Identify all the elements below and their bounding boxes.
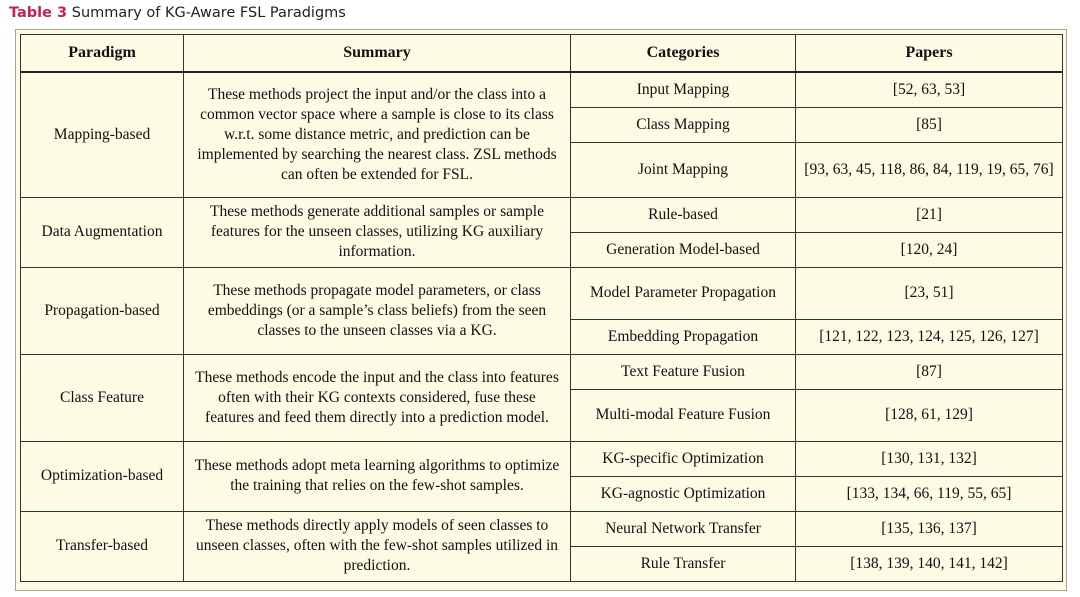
summary-cell: These methods directly apply models of seen classes to unseen classes, often with the few-shot samples utilized in prediction. bbox=[184, 511, 571, 581]
papers-cell: [138, 139, 140, 141, 142] bbox=[796, 546, 1063, 581]
category-cell: Rule Transfer bbox=[571, 546, 796, 581]
papers-cell: [87] bbox=[796, 354, 1063, 389]
category-cell: Rule-based bbox=[571, 197, 796, 232]
table-caption bbox=[9, 5, 346, 21]
category-cell: Generation Model-based bbox=[571, 232, 796, 267]
table-row bbox=[21, 72, 1063, 107]
summary-cell: These methods encode the input and the class into features often with their KG contexts considered, fuse these features and feed them directly into a prediction model. bbox=[184, 354, 571, 441]
category-cell: Input Mapping bbox=[571, 72, 796, 107]
papers-cell: [133, 134, 66, 119, 55, 65] bbox=[796, 476, 1063, 511]
paradigm-cell: Mapping-based bbox=[21, 72, 184, 197]
paradigm-cell: Data Augmentation bbox=[21, 197, 184, 267]
table-row bbox=[21, 267, 1063, 319]
category-cell: Joint Mapping bbox=[571, 142, 796, 197]
papers-cell: [52, 63, 53] bbox=[796, 72, 1063, 107]
table-caption-label: Table 3 bbox=[9, 5, 68, 21]
papers-cell: [85] bbox=[796, 107, 1063, 142]
summary-cell: These methods project the input and/or the class into a common vector space where a sample is close to its class w.r.t. some distance metric, and prediction can be implemented by searching the nearest class. ZSL methods can often be extended for FSL. bbox=[184, 72, 571, 197]
category-cell: Model Parameter Propagation bbox=[571, 267, 796, 319]
header-summary: Summary bbox=[184, 35, 571, 73]
paradigm-cell: Propagation-based bbox=[21, 267, 184, 354]
category-cell: Text Feature Fusion bbox=[571, 354, 796, 389]
category-cell: Neural Network Transfer bbox=[571, 511, 796, 546]
summary-cell: These methods generate additional samples or sample features for the unseen classes, utilizing KG auxiliary information. bbox=[184, 197, 571, 267]
table-row bbox=[21, 441, 1063, 476]
table-caption-text: Summary of KG-Aware FSL Paradigms bbox=[71, 5, 346, 21]
header-papers: Papers bbox=[796, 35, 1063, 73]
header-categories: Categories bbox=[571, 35, 796, 73]
header-paradigm: Paradigm bbox=[21, 35, 184, 73]
category-cell: Class Mapping bbox=[571, 107, 796, 142]
table-row bbox=[21, 354, 1063, 389]
paradigms-table bbox=[20, 34, 1063, 582]
table-frame bbox=[15, 29, 1067, 591]
papers-cell: [128, 61, 129] bbox=[796, 389, 1063, 441]
paradigm-cell: Class Feature bbox=[21, 354, 184, 441]
table-row bbox=[21, 511, 1063, 546]
papers-cell: [21] bbox=[796, 197, 1063, 232]
papers-cell: [23, 51] bbox=[796, 267, 1063, 319]
table-row bbox=[21, 197, 1063, 232]
summary-cell: These methods propagate model parameters, or class embeddings (or a sample’s class beliefs) from the seen classes to the unseen classes via a KG. bbox=[184, 267, 571, 354]
papers-cell: [121, 122, 123, 124, 125, 126, 127] bbox=[796, 319, 1063, 354]
papers-cell: [130, 131, 132] bbox=[796, 441, 1063, 476]
category-cell: KG-agnostic Optimization bbox=[571, 476, 796, 511]
category-cell: Embedding Propagation bbox=[571, 319, 796, 354]
papers-cell: [135, 136, 137] bbox=[796, 511, 1063, 546]
paradigm-cell: Transfer-based bbox=[21, 511, 184, 581]
header-row bbox=[21, 35, 1063, 73]
papers-cell: [120, 24] bbox=[796, 232, 1063, 267]
paradigm-cell: Optimization-based bbox=[21, 441, 184, 511]
papers-cell: [93, 63, 45, 118, 86, 84, 119, 19, 65, 76] bbox=[796, 142, 1063, 197]
summary-cell: These methods adopt meta learning algorithms to optimize the training that relies on the few-shot samples. bbox=[184, 441, 571, 511]
category-cell: Multi-modal Feature Fusion bbox=[571, 389, 796, 441]
category-cell: KG-specific Optimization bbox=[571, 441, 796, 476]
